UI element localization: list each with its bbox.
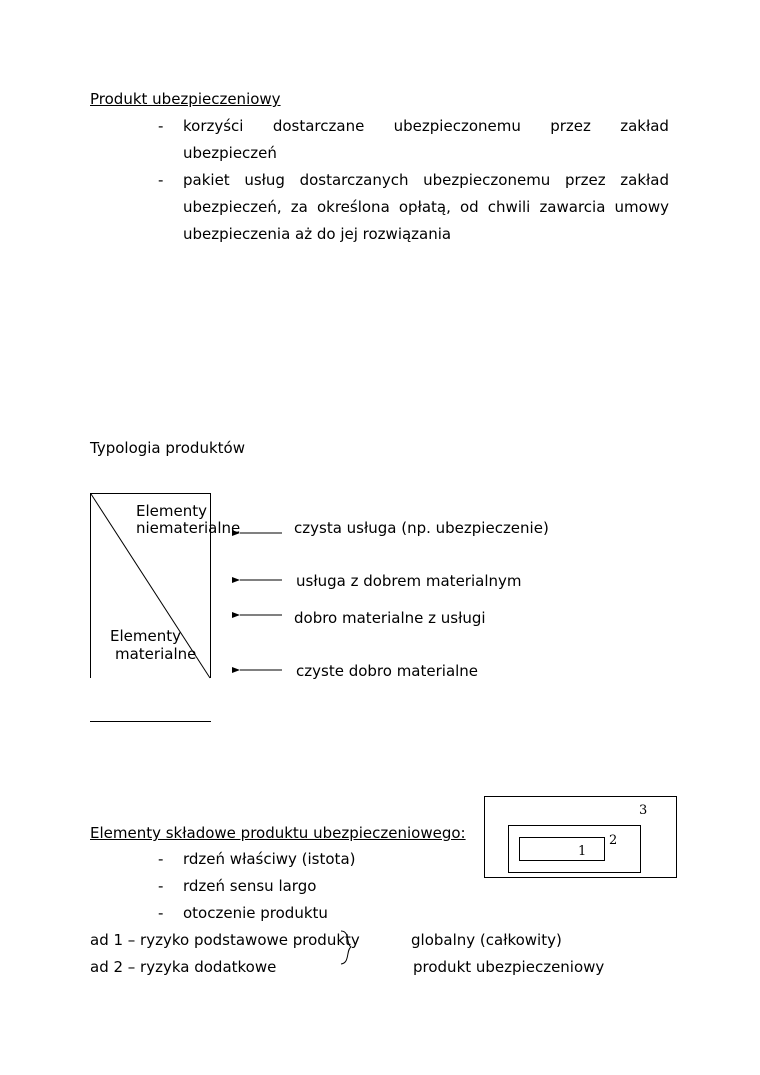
word: korzyści [183,117,244,135]
section-title-typology: Typologia produktów [90,439,245,457]
global-product-line1: globalny (całkowity) [411,931,562,949]
outer-box-label: 3 [639,803,648,818]
ad2-text: ad 2 – ryzyka dodatkowe [90,958,277,976]
word: przez [564,171,606,189]
arrow-label-pure-good: czyste dobro materialne [296,662,479,680]
bullet-dash: - [158,877,164,895]
bullet-dash: - [158,850,164,868]
word: od [459,198,479,216]
word: umowy [614,198,669,216]
word: dostarczane [272,117,365,135]
section-title-product: Produkt ubezpieczeniowy [90,90,281,108]
word: ubezpieczeń, [183,198,282,216]
word: za [290,198,308,216]
word: opłatą, [398,198,451,216]
arrow-label-service-with-good: usługa z dobrem materialnym [296,572,522,590]
bullet-dash: - [158,117,164,135]
ad1-text: ad 1 – ryzyko podstawowe produkty [90,931,360,949]
list-item-core-broad: rdzeń sensu largo [183,877,317,895]
global-product-line2: produkt ubezpieczeniowy [413,958,605,976]
list-item-services-cont: ubezpieczenia aż do jej rozwiązania [183,225,452,243]
word: zakład [620,117,669,135]
word: dostarczanych [299,171,409,189]
inner-box [519,837,605,861]
arrow-label-pure-service: czysta usługa (np. ubezpieczenie) [294,519,549,537]
middle-box-label: 2 [609,833,618,848]
label-tangible-2: materialne [115,645,197,663]
inner-box-label: 1 [578,844,587,859]
word: określona [316,198,390,216]
word: ubezpieczonemu [393,117,521,135]
word: ubezpieczonemu [423,171,551,189]
word: zakład [620,171,669,189]
label-intangible-1: Elementy [136,502,207,520]
label-tangible-1: Elementy [110,627,181,645]
list-item-benefits-cont: ubezpieczeń [183,144,277,162]
arrow-label-good-with-service: dobro materialne z usługi [294,609,486,627]
word: przez [550,117,591,135]
bullet-dash: - [158,904,164,922]
word: chwili [487,198,531,216]
word: pakiet [183,171,230,189]
word: zawarcia [539,198,606,216]
bullet-dash: - [158,171,164,189]
section-title-components: Elementy składowe produktu ubezpieczeniowego: [90,824,466,842]
list-item-environment: otoczenie produktu [183,904,328,922]
label-intangible-2: niematerialne [136,519,241,537]
list-item-core: rdzeń właściwy (istota) [183,850,356,868]
word: usług [244,171,285,189]
